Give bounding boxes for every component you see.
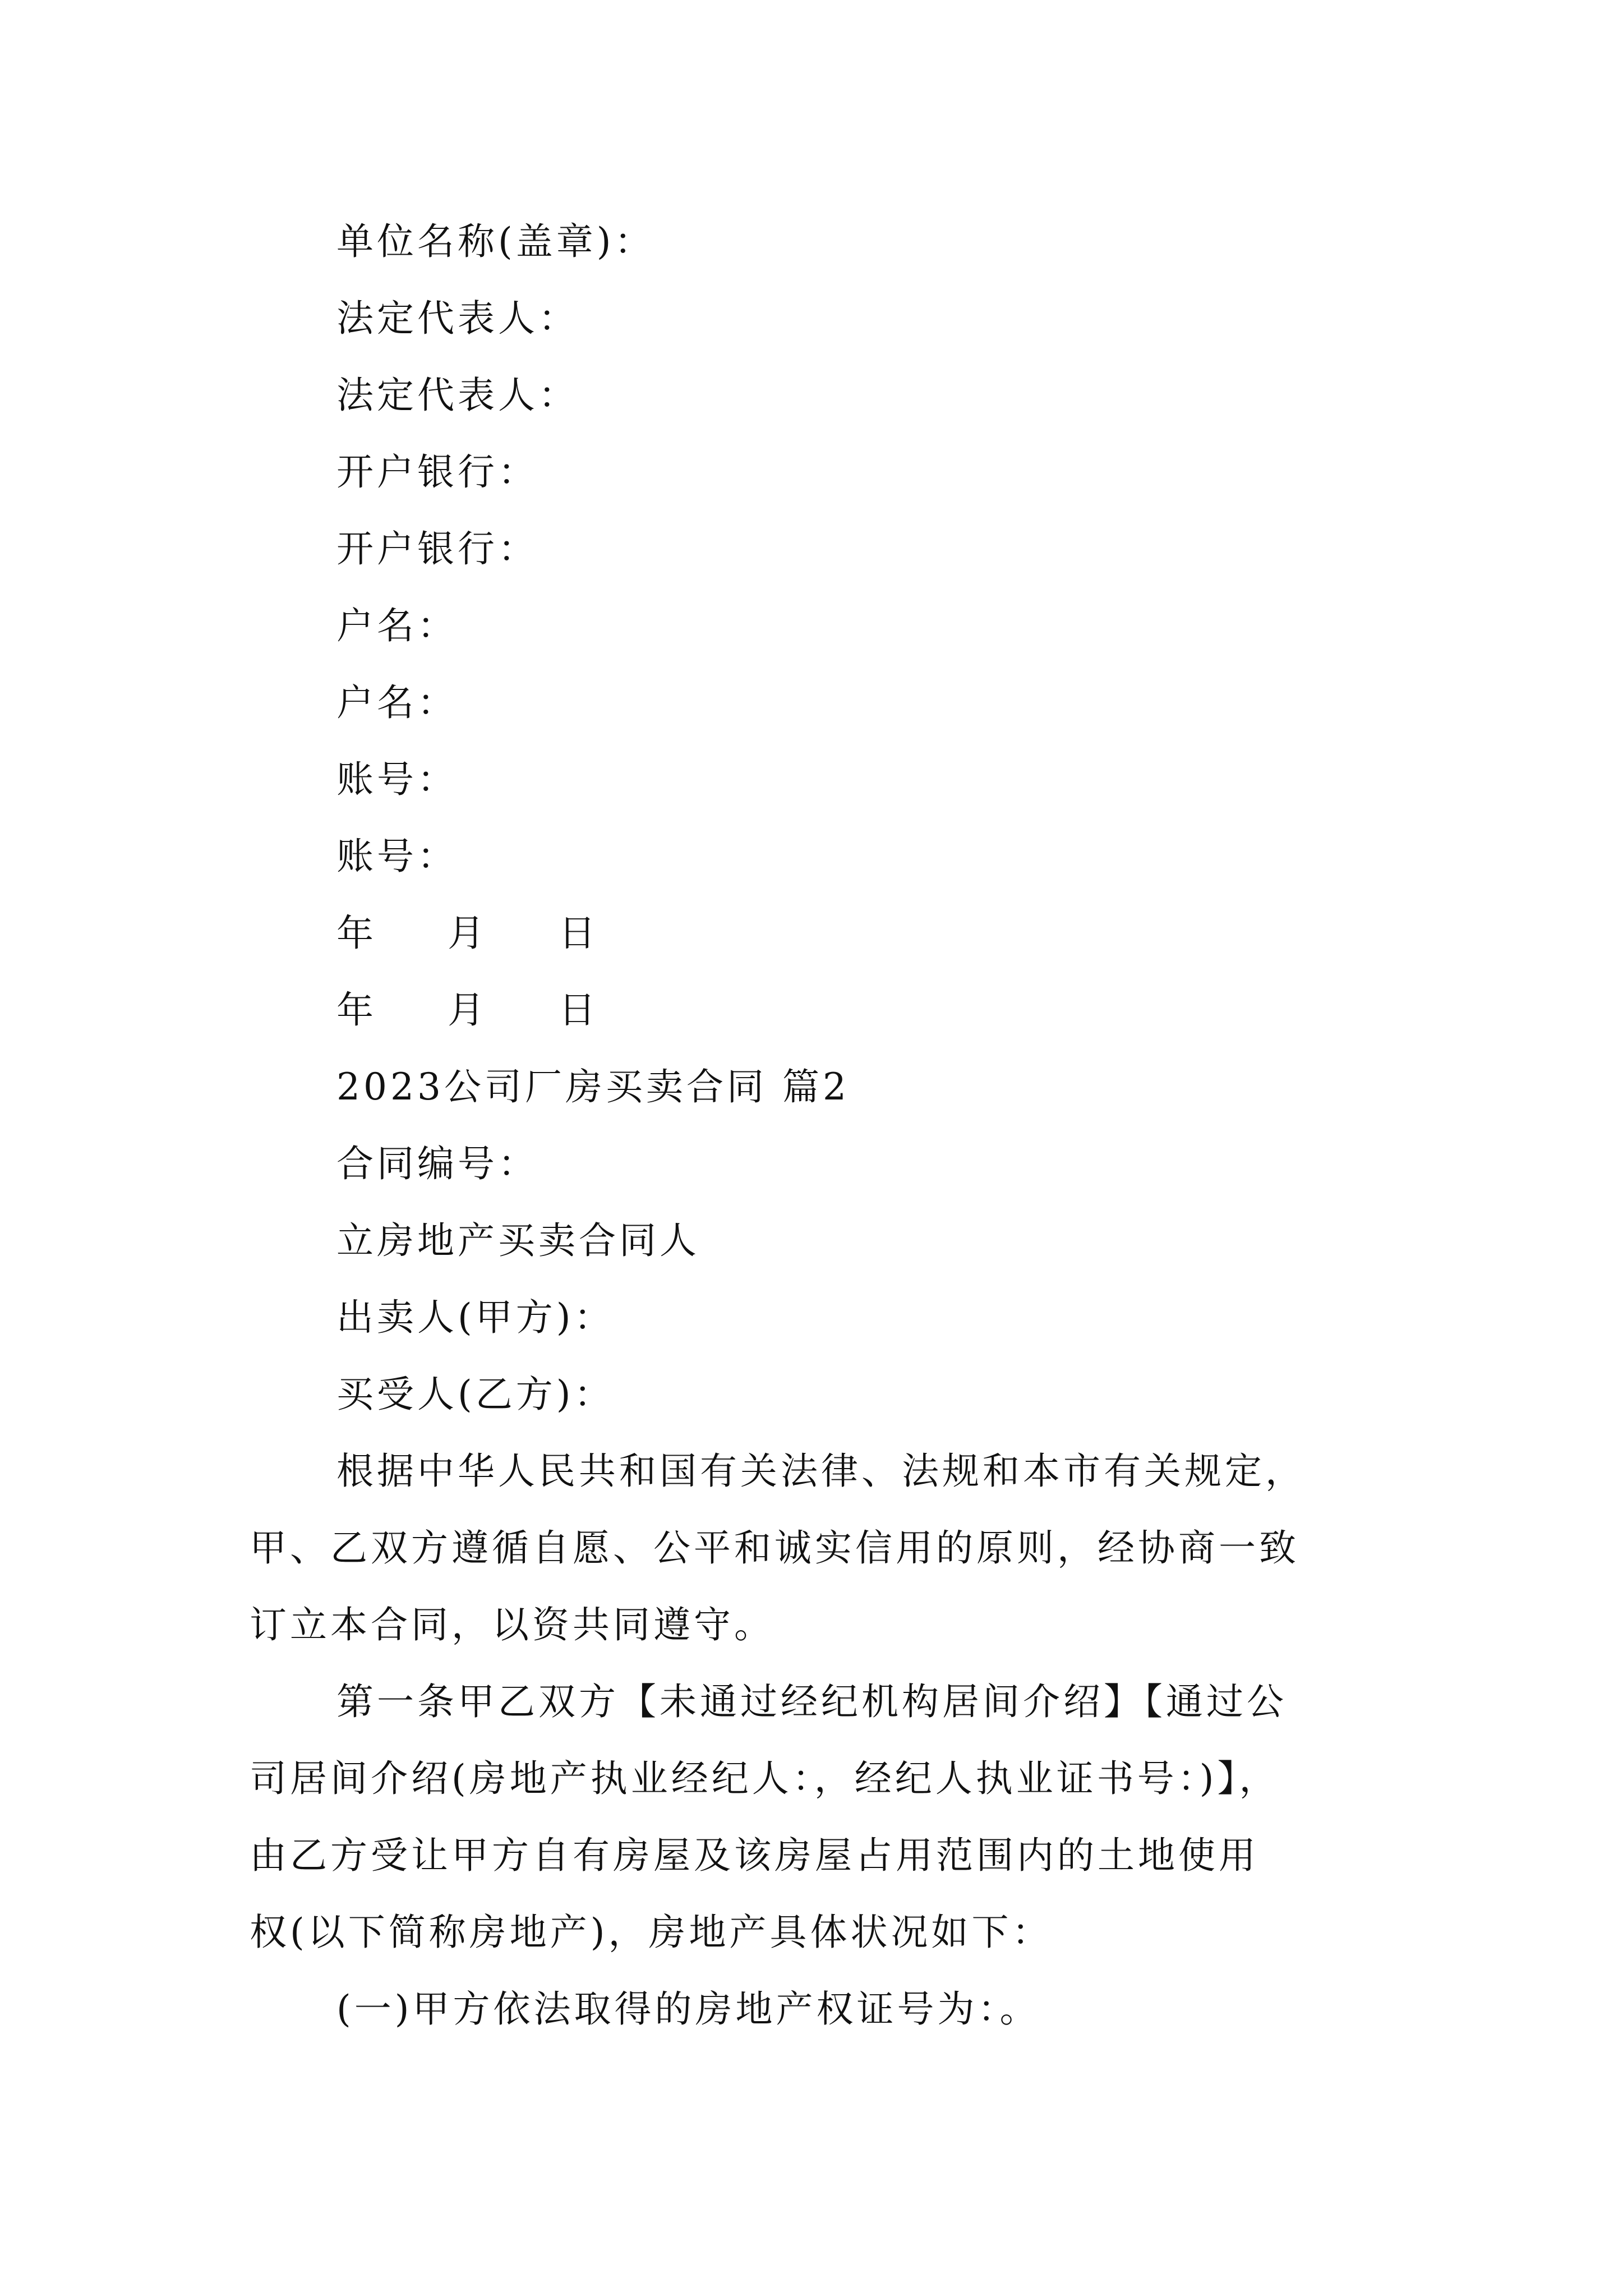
date-day: 日	[559, 912, 599, 955]
date-month: 月	[448, 912, 488, 955]
account-name-label: 户名：	[336, 604, 458, 647]
date-year: 年	[336, 988, 377, 1032]
paragraph-line: 甲、乙双方遵循自愿、公平和诚实信用的原则，经协商一致	[250, 1526, 1299, 1570]
paragraph-line: (一)甲方依法取得的房地产权证号为：。	[336, 1987, 1040, 2031]
date-day: 日	[559, 988, 599, 1032]
section-title: 2023公司厂房买卖合同 篇2	[336, 1065, 850, 1108]
date-line	[336, 908, 599, 959]
contract-number-label: 合同编号：	[336, 1142, 538, 1185]
date-line	[336, 984, 599, 1036]
date-month: 月	[448, 988, 488, 1032]
paragraph-line: 第一条甲乙双方【未通过经纪机构居间介绍】【通过公	[336, 1680, 1287, 1723]
paragraph-line: 权(以下简称房地产)，房地产具体状况如下：	[250, 1911, 1053, 1954]
parties-intro: 立房地产买卖合同人	[336, 1219, 700, 1262]
account-name-label: 户名：	[336, 681, 458, 724]
bank-label: 开户银行：	[336, 450, 538, 494]
legal-representative-label: 法定代表人：	[336, 374, 579, 417]
account-number-label: 账号：	[336, 835, 458, 878]
buyer-label: 买受人(乙方)：	[336, 1373, 615, 1416]
unit-name-label: 单位名称(盖章)：	[336, 220, 655, 263]
seller-label: 出卖人(甲方)：	[336, 1296, 615, 1339]
paragraph-line: 司居间介绍(房地产执业经纪人：，经纪人执业证书号：)】，	[250, 1757, 1280, 1800]
legal-representative-label: 法定代表人：	[336, 297, 579, 340]
bank-label: 开户银行：	[336, 527, 538, 570]
paragraph-line: 订立本合同，以资共同遵守。	[250, 1603, 774, 1646]
paragraph-line: 根据中华人民共和国有关法律、法规和本市有关规定，	[336, 1450, 1306, 1493]
account-number-label: 账号：	[336, 758, 458, 801]
date-year: 年	[336, 912, 377, 955]
paragraph-line: 由乙方受让甲方自有房屋及该房屋占用范围内的土地使用	[250, 1834, 1259, 1877]
